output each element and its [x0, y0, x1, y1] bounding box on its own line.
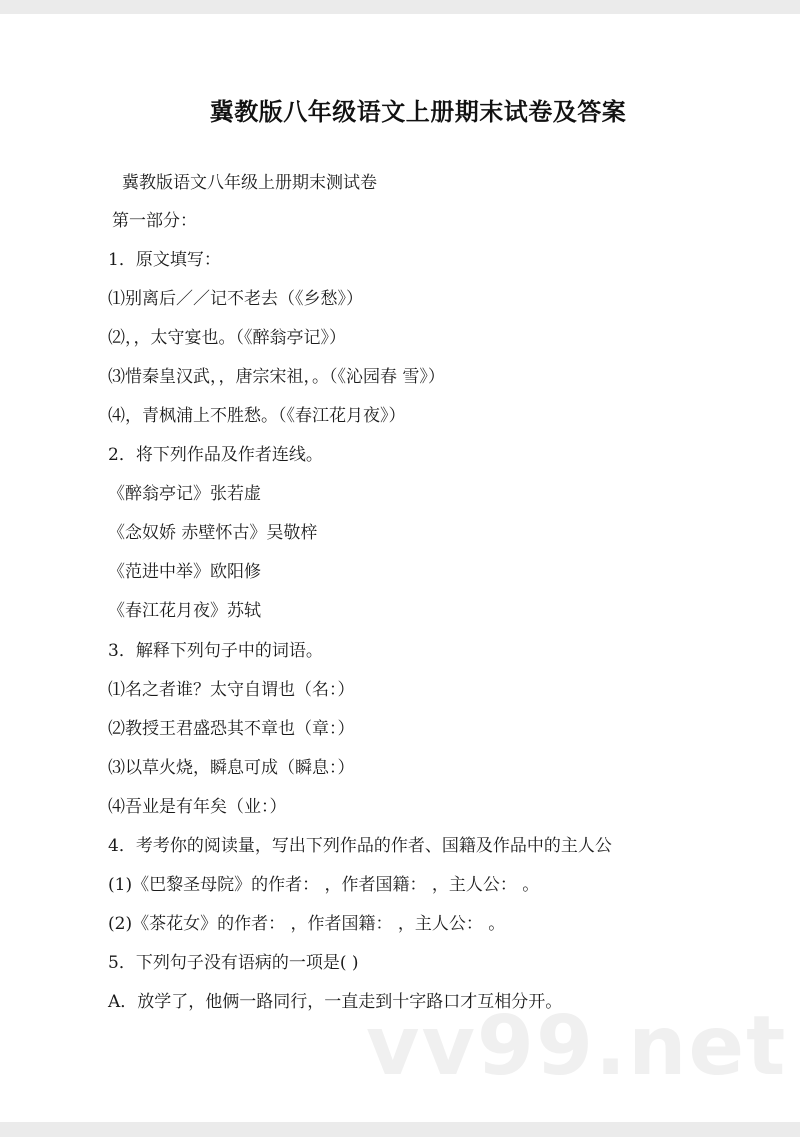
question-1: 1．原文填写：	[108, 250, 221, 270]
document-page	[0, 14, 800, 1122]
question-1-item-3: ⑶惜秦皇汉武，，唐宗宋祖，。（《沁园春 雪》）	[108, 367, 445, 387]
question-1-item-1: ⑴别离后／／记不老去（《乡愁》）	[108, 289, 363, 309]
question-4: 4．考考你的阅读量，写出下列作品的作者、国籍及作品中的主人公	[108, 836, 612, 856]
question-2-item-1: 《醉翁亭记》张若虚	[108, 484, 261, 504]
question-3: 3．解释下列句子中的词语。	[108, 641, 323, 661]
watermark: vv99.net	[366, 999, 788, 1094]
question-2-item-3: 《范进中举》欧阳修	[108, 562, 261, 582]
question-5-option-a: A．放学了，他俩一路同行，一直走到十字路口才互相分开。	[108, 992, 563, 1012]
question-4-item-1: (1)《巴黎圣母院》的作者： ，作者国籍： ，主人公： 。	[108, 875, 540, 895]
question-2: 2．将下列作品及作者连线。	[108, 445, 323, 465]
question-3-item-4: ⑷吾业是有年矣（业：）	[108, 797, 287, 817]
question-2-item-2: 《念奴娇 赤壁怀古》吴敬梓	[108, 523, 318, 543]
question-3-item-1: ⑴名之者谁？太守自谓也（名：）	[108, 680, 355, 700]
question-3-item-2: ⑵教授王君盛恐其不章也（章：）	[108, 719, 355, 739]
question-5: 5．下列句子没有语病的一项是( )	[108, 953, 359, 973]
question-1-item-4: ⑷，青枫浦上不胜愁。（《春江花月夜》）	[108, 406, 406, 426]
question-4-item-2: (2)《茶花女》的作者： ，作者国籍： ，主人公： 。	[108, 914, 506, 934]
section-heading: 第一部分：	[112, 211, 197, 231]
question-2-item-4: 《春江花月夜》苏轼	[108, 601, 261, 621]
question-3-item-3: ⑶以草火烧，瞬息可成（瞬息：）	[108, 758, 355, 778]
subtitle-line: 冀教版语文八年级上册期末测试卷	[122, 173, 377, 193]
question-1-item-2: ⑵，，太守宴也。（《醉翁亭记》）	[108, 328, 346, 348]
document-title: 冀教版八年级语文上册期末试卷及答案	[209, 98, 627, 126]
